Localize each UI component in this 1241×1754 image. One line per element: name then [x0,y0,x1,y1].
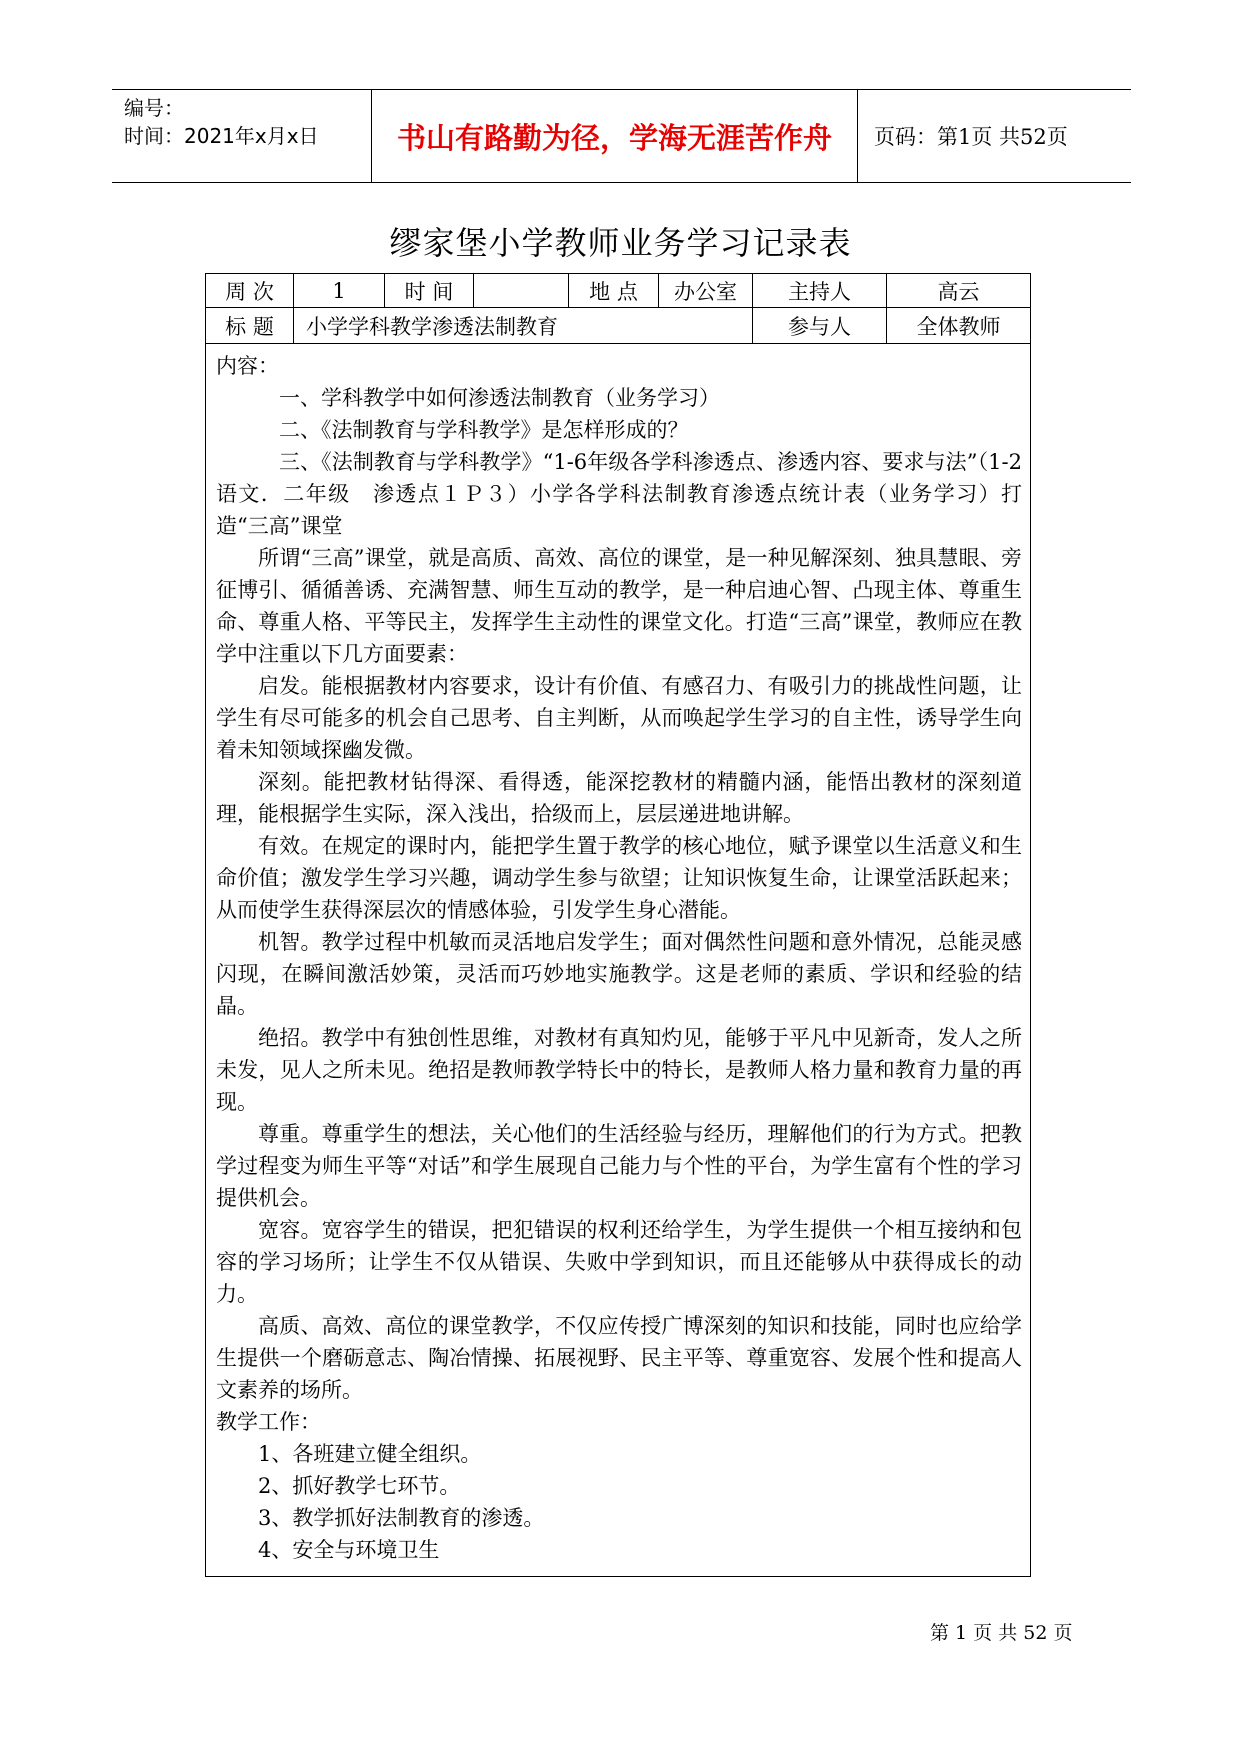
content-paragraph: 启发。能根据教材内容要求，设计有价值、有感召力、有吸引力的挑战性问题，让学生有尽可能多的机会自己思考、自主判断，从而唤起学生学习的自主性，诱导学生向着未知领域探幽发微。 [216,674,1022,762]
week-label: 周 次 [225,279,274,304]
participants-value: 全体教师 [916,314,1001,339]
record-table [205,273,1031,1577]
page-header [112,89,1131,183]
header-page-info: 页码：第1页 共52页 [874,125,1068,149]
host-label: 主持人 [788,279,851,304]
content-paragraph: 绝招。教学中有独创性思维，对教材有真知灼见，能够于平凡中见新奇，发人之所未发，见人之所未见。绝招是教师教学特长中的特长，是教师人格力量和教育力量的再现。 [216,1026,1022,1114]
content-heading: 内容： [216,354,279,378]
document-title: 缪家堡小学教师业务学习记录表 [389,224,852,262]
table-rule [206,343,1030,344]
work-item: 4、安全与环境卫生 [258,1538,440,1562]
work-item: 2、抓好教学七环节。 [258,1474,461,1498]
content-paragraph: 机智。教学过程中机敏而灵活地启发学生；面对偶然性问题和意外情况，总能灵感闪现，在瞬间激活妙策，灵活而巧妙地实施教学。这是老师的素质、学识和经验的结晶。 [216,930,1022,1018]
week-value: 1 [332,278,346,303]
work-item: 1、各班建立健全组织。 [258,1442,482,1466]
host-value: 高云 [937,279,980,304]
subject-label: 标 题 [225,314,274,339]
header-motto: 书山有路勤为径，学海无涯苦作舟 [396,120,832,155]
content-item: 一、学科教学中如何渗透法制教育（业务学习） [279,386,720,410]
doc-number-label: 编号： [124,96,184,120]
header-divider [857,90,858,182]
work-heading: 教学工作： [216,1410,321,1434]
place-value: 办公室 [674,279,737,304]
content-item: 三、《法制教育与学科教学》“1-6年级各学科渗透点、渗透内容、要求与法”（1-2语文．二年级 渗透点１Ｐ３）小学各学科法制教育渗透点统计表（业务学习）打造“三高”课堂 [216,450,1022,538]
work-item: 3、教学抓好法制教育的渗透。 [258,1506,545,1530]
doc-time-label: 时间：2021年x月x日 [124,124,319,148]
content-body [216,350,1022,1566]
content-paragraph: 尊重。尊重学生的想法，关心他们的生活经验与经历，理解他们的行为方式。把教学过程变为师生平等“对话”和学生展现自己能力与个性的平台，为学生富有个性的学习提供机会。 [216,1122,1022,1210]
time-label: 时 间 [404,279,454,304]
content-paragraph: 所谓“三高”课堂，就是高质、高效、高位的课堂，是一种见解深刻、独具慧眼、旁征博引、循循善诱、充满智慧、师生互动的教学，是一种启迪心智、凸现主体、尊重生命、尊重人格、平等民主，发挥学生主动性的课堂文化。打造“三高”课堂，教师应在教学中注重以下几方面要素： [216,546,1022,666]
subject-value: 小学学科教学渗透法制教育 [306,314,558,339]
header-meta [124,94,319,150]
content-item: 二、《法制教育与学科教学》是怎样形成的？ [279,418,689,442]
time-value [474,274,568,307]
content-paragraph: 深刻。能把教材钻得深、看得透，能深挖教材的精髓内涵，能悟出教材的深刻道理，能根据学生实际，深入浅出，拾级而上，层层递进地讲解。 [216,770,1022,826]
content-paragraph: 有效。在规定的课时内，能把学生置于教学的核心地位，赋予课堂以生活意义和生命价值；激发学生学习兴趣，调动学生参与欲望；让知识恢复生命，让课堂活跃起来；从而使学生获得深层次的情感体验，引发学生身心潜能。 [216,834,1022,922]
page-footer: 第 1 页 共 52 页 [930,1622,1073,1644]
participants-label: 参与人 [788,314,851,339]
place-label: 地 点 [589,279,638,304]
content-paragraph: 高质、高效、高位的课堂教学，不仅应传授广博深刻的知识和技能，同时也应给学生提供一个磨砺意志、陶冶情操、拓展视野、民主平等、尊重宽容、发展个性和提高人文素养的场所。 [216,1314,1022,1402]
content-paragraph: 宽容。宽容学生的错误，把犯错误的权利还给学生，为学生提供一个相互接纳和包容的学习场所；让学生不仅从错误、失败中学到知识，而且还能够从中获得成长的动力。 [216,1218,1022,1306]
